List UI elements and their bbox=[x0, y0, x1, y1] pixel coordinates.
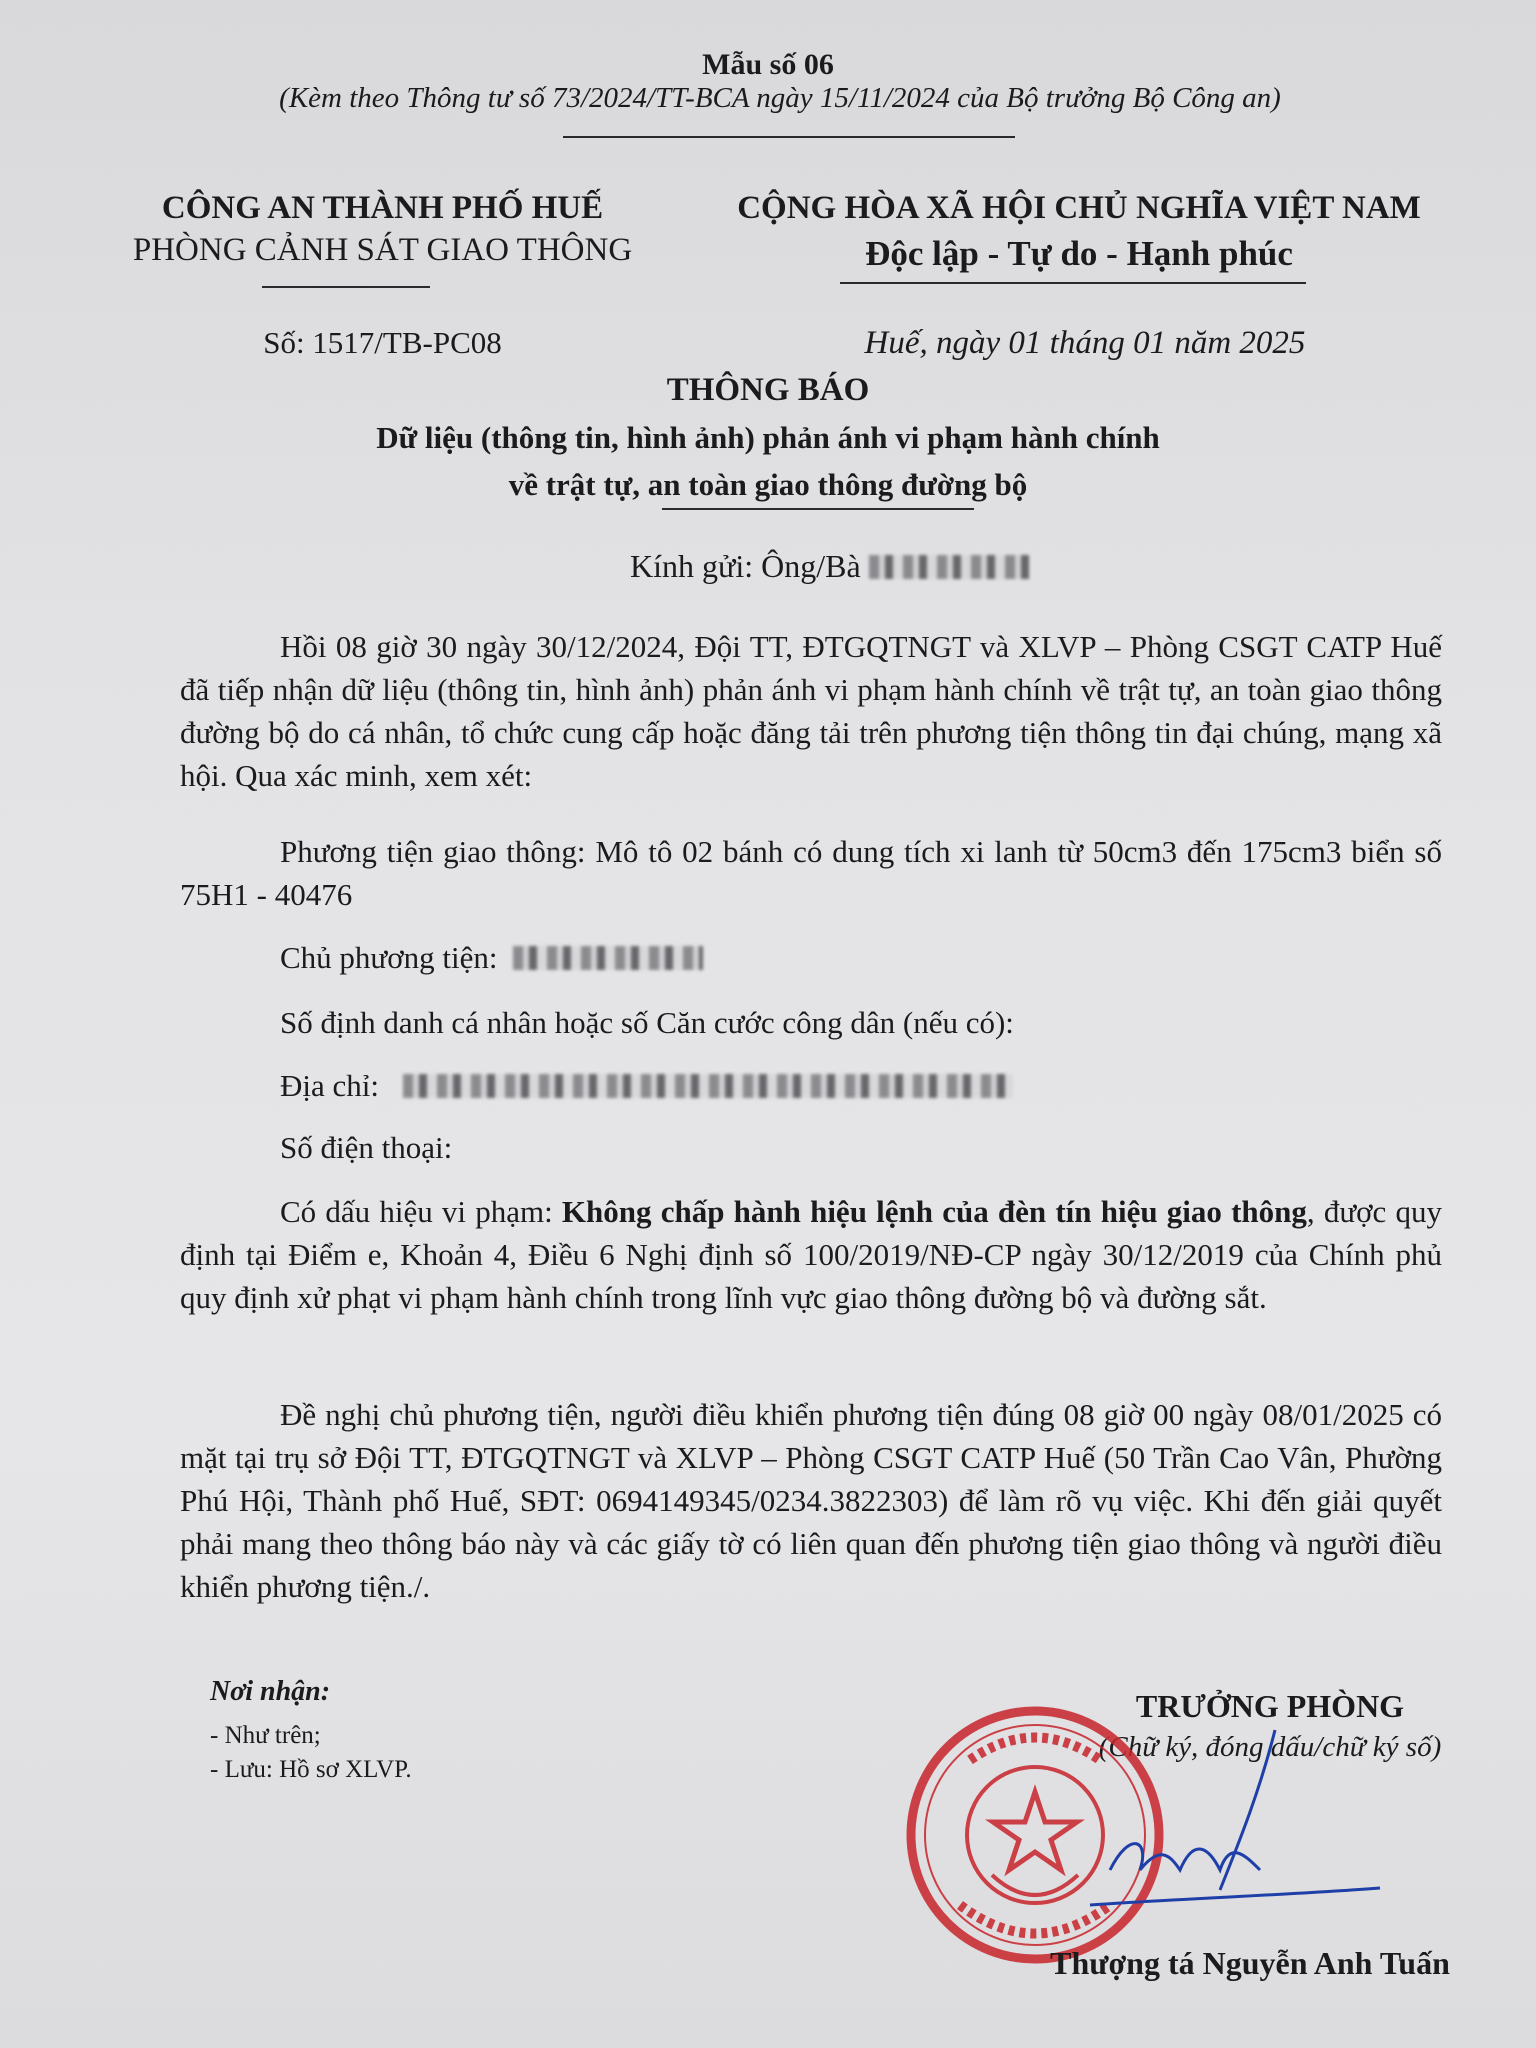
recipients-item-2: - Lưu: Hồ sơ XLVP. bbox=[210, 1756, 412, 1783]
address-line bbox=[280, 1068, 1013, 1104]
id-label: Số định danh cá nhân hoặc số Căn cước công dân (nếu có): bbox=[280, 1005, 1014, 1040]
address-label: Địa chỉ: bbox=[280, 1068, 379, 1103]
seal-star-icon bbox=[993, 1792, 1077, 1870]
intro-text: Hồi 08 giờ 30 ngày 30/12/2024, Đội TT, ĐTGQTNGT và XLVP – Phòng CSGT CATP Huế đã tiếp nhận dữ liệu (thông tin, hình ảnh) phản ánh vi phạm hành chính về trật tự, an toàn giao thông đường bộ do cá nhân, tổ chức cung cấp hoặc đăng tải trên phương tiện thông tin đại chúng, mạng xã hội. Qua xác minh, xem xét: bbox=[180, 629, 1442, 793]
nation-motto: Độc lập - Tự do - Hạnh phúc bbox=[865, 234, 1293, 273]
violation-paragraph bbox=[180, 1190, 1442, 1319]
motto-underline bbox=[840, 282, 1306, 284]
violation-legal-basis: , được quy định tại Điểm e, Khoản 4, Điều 6 Nghị định số 100/2019/NĐ-CP ngày 30/12/2019 của Chính phủ quy định xử phạt vi phạm hành chính trong lĩnh vực giao thông đường bộ và đường sắt. bbox=[180, 1194, 1442, 1315]
id-line bbox=[280, 1005, 1014, 1041]
phone-line bbox=[280, 1130, 452, 1166]
place-date: Huế, ngày 01 tháng 01 năm 2025 bbox=[864, 325, 1306, 361]
signature-title: TRƯỞNG PHÒNG bbox=[1135, 1688, 1405, 1724]
issuer-agency: CÔNG AN THÀNH PHỐ HUẾ bbox=[161, 190, 604, 226]
form-circular: (Kèm theo Thông tư số 73/2024/TT-BCA ngày 15/11/2024 của Bộ trưởng Bộ Công an) bbox=[279, 82, 1281, 114]
request-text: Đề nghị chủ phương tiện, người điều khiển phương tiện đúng 08 giờ 00 ngày 08/01/2025 có mặt tại trụ sở Đội TT, ĐTGQTNGT và XLVP – Phòng CSGT CATP Huế (50 Trần Cao Vân, Phường Phú Hội, Thành phố Huế, SĐT: 0694149345/0234.3822303) để làm rõ vụ việc. Khi đến giải quyết phải mang theo thông báo này và các giấy tờ có liên quan đến phương tiện giao thông và người điều khiển phương tiện./. bbox=[180, 1397, 1442, 1604]
signature-note: (Chữ ký, đóng dấu/chữ ký số) bbox=[1098, 1731, 1442, 1763]
notice-title: THÔNG BÁO bbox=[666, 372, 870, 408]
header-divider bbox=[563, 136, 1015, 138]
request-paragraph bbox=[180, 1393, 1442, 1608]
owner-line bbox=[280, 940, 703, 976]
notice-subtitle-2: về trật tự, an toàn giao thông đường bộ bbox=[508, 467, 1028, 502]
redacted-owner-name bbox=[513, 946, 703, 970]
recipient-line bbox=[630, 548, 1029, 585]
signer-name: Thượng tá Nguyễn Anh Tuấn bbox=[1050, 1945, 1450, 1981]
recipients-item-1: - Như trên; bbox=[210, 1722, 321, 1749]
violation-text bbox=[180, 1190, 1442, 1319]
violation-name: Không chấp hành hiệu lệnh của đèn tín hiệu giao thông bbox=[561, 1194, 1307, 1229]
notice-subtitle-1: Dữ liệu (thông tin, hình ảnh) phản ánh vi phạm hành chính bbox=[376, 420, 1160, 455]
vehicle-paragraph bbox=[180, 830, 1442, 916]
recipients-label: Nơi nhận: bbox=[210, 1676, 331, 1707]
nation-name: CỘNG HÒA XÃ HỘI CHỦ NGHĨA VIỆT NAM bbox=[737, 190, 1421, 226]
phone-label: Số điện thoại: bbox=[280, 1130, 453, 1165]
doc-number: Số: 1517/TB-PC08 bbox=[263, 325, 502, 360]
intro-paragraph bbox=[180, 625, 1442, 797]
violation-prefix: Có dấu hiệu vi phạm: bbox=[280, 1194, 562, 1229]
issuer-department: PHÒNG CẢNH SÁT GIAO THÔNG bbox=[132, 232, 633, 268]
title-underline bbox=[662, 508, 974, 510]
recipient-label: Kính gửi: Ông/Bà bbox=[630, 548, 861, 584]
handwritten-signature bbox=[1070, 1720, 1390, 1930]
redacted-recipient-name bbox=[869, 555, 1029, 579]
vehicle-text: Phương tiện giao thông: Mô tô 02 bánh có dung tích xi lanh từ 50cm3 đến 175cm3 biển số 75H1 - 40476 bbox=[180, 834, 1442, 912]
issuer-underline bbox=[262, 286, 430, 288]
form-number: Mẫu số 06 bbox=[702, 48, 834, 81]
owner-label: Chủ phương tiện: bbox=[280, 940, 498, 975]
redacted-address bbox=[403, 1074, 1013, 1098]
